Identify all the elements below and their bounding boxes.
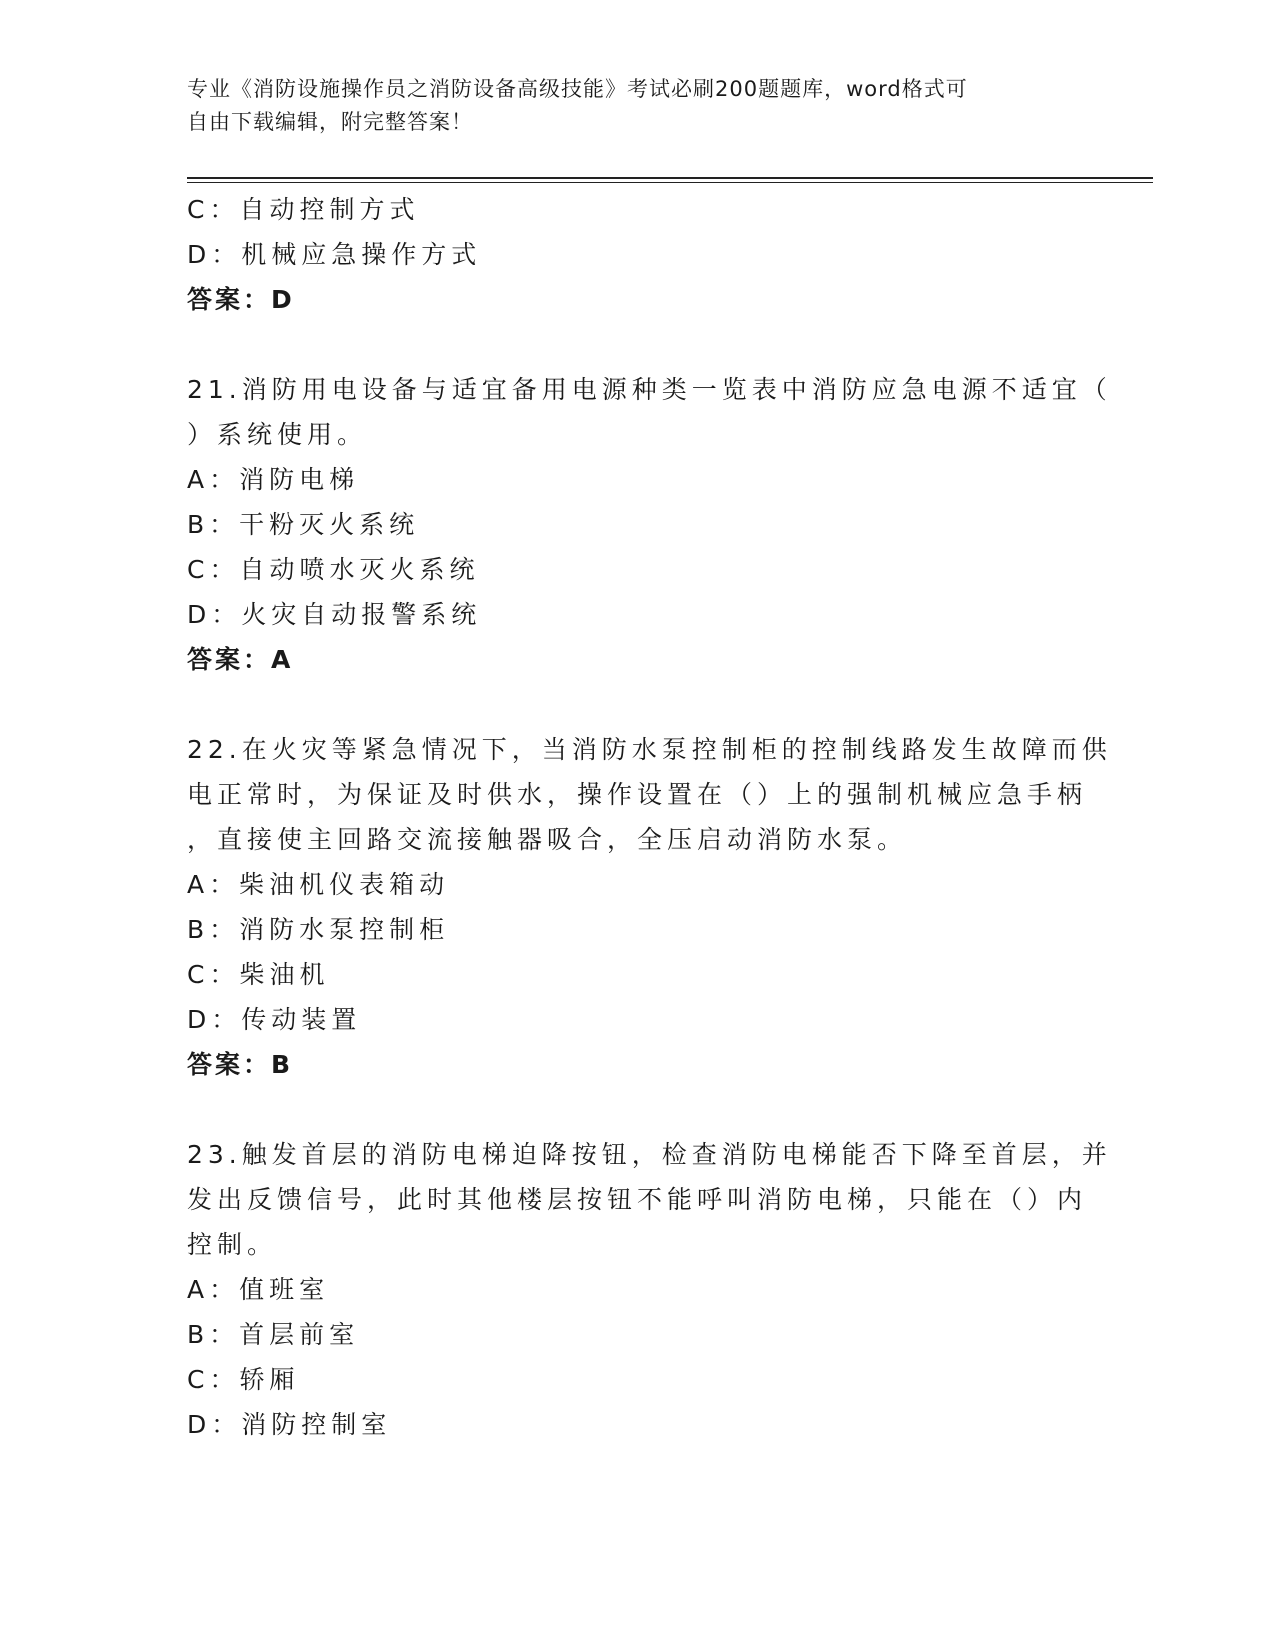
option-letter: D： [187,240,242,269]
question-stem-line: 发出反馈信号，此时其他楼层按钮不能呼叫消防电梯，只能在（）内 [187,1185,1088,1214]
option-a [187,457,1087,502]
option-letter: C： [187,960,240,989]
header-line-2: 自由下载编辑，附完整答案！ [187,110,473,134]
option-letter: D： [187,600,242,629]
option-b [187,502,1087,547]
option-text: 值班室 [239,1275,330,1304]
answer-label: 答案： [187,285,272,314]
answer-line [187,637,1087,682]
option-letter: D： [187,1005,242,1034]
option-b [187,907,1087,952]
document-header [187,73,1067,139]
question-21 [187,367,1112,682]
option-letter: C： [187,555,240,584]
option-c [187,547,1087,592]
option-text: 柴油机 [239,960,330,989]
option-text: 柴油机仪表箱动 [239,870,450,899]
option-text: 消防电梯 [239,465,360,494]
spacer [187,1087,1087,1132]
question-20-continuation [187,187,1087,322]
option-text: 首层前室 [239,1320,360,1349]
option-c [187,187,1087,232]
question-list [187,187,1112,1447]
option-text: 传动装置 [241,1005,362,1034]
option-letter: C： [187,1365,240,1394]
answer-value: B [271,1050,294,1079]
option-text: 轿厢 [239,1365,300,1394]
option-c [187,952,1087,997]
answer-value: D [271,285,295,314]
option-d [187,232,1087,277]
question-stem-line: 23.触发首层的消防电梯迫降按钮，检查消防电梯能否下降至首层，并 [187,1140,1112,1169]
option-letter: B： [187,1320,240,1349]
option-letter: B： [187,510,240,539]
option-d [187,592,1087,637]
option-text: 自动喷水灭火系统 [239,555,480,584]
spacer [187,682,1087,727]
option-a [187,1267,1087,1312]
header-divider-thin [187,182,1153,183]
spacer [187,322,1087,367]
option-text: 干粉灭火系统 [239,510,420,539]
question-stem-line: 21.消防用电设备与适宜备用电源种类一览表中消防应急电源不适宜（ [187,375,1112,404]
header-line-1: 专业《消防设施操作员之消防设备高级技能》考试必刷200题题库，word格式可 [187,77,968,101]
option-d [187,1402,1087,1447]
answer-label: 答案： [187,1050,272,1079]
option-text: 消防控制室 [241,1410,392,1439]
question-stem-line: 控制。 [187,1230,278,1259]
question-stem-line: 22.在火灾等紧急情况下，当消防水泵控制柜的控制线路发生故障而供 [187,735,1112,764]
option-text: 消防水泵控制柜 [239,915,450,944]
answer-line [187,1042,1087,1087]
answer-label: 答案： [187,645,272,674]
option-letter: C： [187,195,240,224]
option-d [187,997,1087,1042]
option-letter: A： [187,1275,240,1304]
question-stem-line: ，直接使主回路交流接触器吸合，全压启动消防水泵。 [187,825,908,854]
option-letter: A： [187,465,240,494]
option-letter: A： [187,870,240,899]
option-text: 机械应急操作方式 [241,240,482,269]
option-text: 自动控制方式 [239,195,420,224]
option-a [187,862,1087,907]
answer-value: A [271,645,294,674]
answer-line [187,277,1087,322]
question-23 [187,1132,1112,1447]
question-stem-line: ）系统使用。 [187,420,368,449]
option-text: 火灾自动报警系统 [241,600,482,629]
option-c [187,1357,1087,1402]
question-22 [187,727,1112,1087]
question-stem-line: 电正常时，为保证及时供水，操作设置在（）上的强制机械应急手柄 [187,780,1088,809]
option-letter: D： [187,1410,242,1439]
option-b [187,1312,1087,1357]
header-divider-thick [187,177,1153,179]
option-letter: B： [187,915,240,944]
